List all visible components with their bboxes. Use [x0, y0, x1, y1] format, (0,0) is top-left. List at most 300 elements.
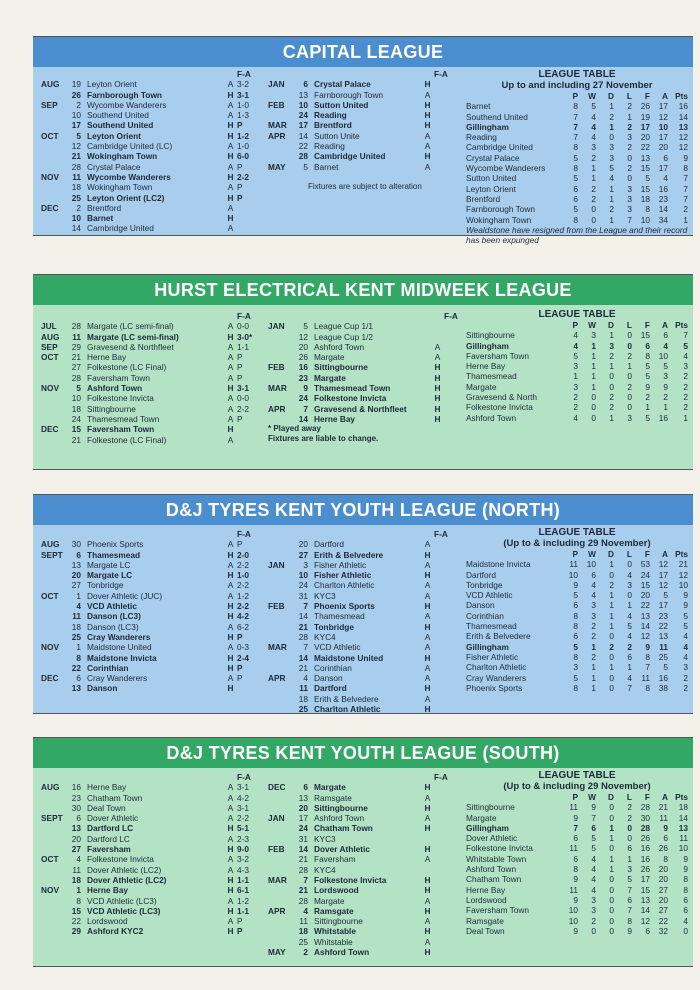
fixture-row	[41, 110, 261, 120]
spacer	[314, 772, 434, 782]
fixture-day: 23	[298, 372, 308, 383]
fixture-venue: H	[424, 652, 431, 663]
fixture-venue: H	[424, 782, 431, 793]
fixture-score: 1-1	[237, 874, 249, 885]
stat-value: 9	[683, 152, 688, 163]
fixture-opponent: Sittingbourne	[314, 802, 368, 813]
stat-value: 2	[591, 152, 596, 163]
fixture-month: MAR	[268, 120, 287, 131]
fixture-day: 18	[71, 874, 81, 885]
fixture-row	[268, 622, 458, 632]
stat-value: 4	[591, 111, 596, 122]
fixture-month	[268, 704, 296, 714]
fixture-day: 13	[298, 89, 308, 100]
fixture-row	[41, 414, 261, 424]
team-name: Brentford	[466, 193, 501, 204]
league-table-row	[466, 371, 688, 381]
stat-value: 5	[573, 672, 578, 683]
fixture-venue: A	[424, 854, 431, 865]
fixture-venue: A	[227, 79, 234, 90]
stat-value: 4	[627, 610, 632, 621]
stat-value: 5	[591, 843, 596, 854]
fixture-venue: A	[227, 141, 234, 152]
fixture-month: SEP	[41, 341, 58, 352]
section-title: HURST ELECTRICAL KENT MIDWEEK LEAGUE	[33, 275, 693, 305]
fixture-month	[41, 362, 69, 372]
fixture-row	[268, 110, 458, 120]
stat-value: 3	[627, 183, 632, 194]
fixture-venue: H	[424, 885, 431, 896]
fixture-score	[434, 906, 458, 916]
fixture-venue: A	[227, 621, 234, 632]
stat-value: 7	[627, 214, 632, 225]
fixture-score	[434, 844, 458, 854]
fixture-month	[268, 591, 296, 601]
stat-value: 3	[573, 662, 578, 673]
stat-value: 6	[591, 822, 596, 833]
fixture-venue: H	[227, 601, 234, 612]
fixture-day: 15	[71, 905, 81, 916]
fixture-month: JAN	[268, 813, 285, 824]
fixture-day: 21	[71, 352, 81, 363]
stat-value: 4	[627, 569, 632, 580]
fixture-score	[434, 854, 458, 864]
fixture-day: 6	[303, 79, 308, 90]
fixture-row	[268, 342, 468, 352]
fixture-opponent: Margate (LC semi-final)	[87, 331, 179, 342]
stat-value: 11	[569, 802, 578, 813]
stat-value: 2	[609, 204, 614, 215]
fixtures-note: * Played away	[268, 424, 321, 434]
fixture-day: 27	[71, 844, 81, 855]
stat-value: 4	[591, 132, 596, 143]
team-name: Phoenix Sports	[466, 682, 523, 693]
stat-value: 0	[609, 371, 614, 382]
fixture-month: APR	[268, 905, 286, 916]
league-table-row	[466, 341, 688, 351]
fixture-venue: H	[424, 110, 431, 121]
spacer	[466, 549, 560, 559]
fixture-month	[268, 926, 296, 936]
fixture-day: 13	[71, 683, 81, 694]
fixture-score	[237, 435, 261, 445]
stat-value: 26	[658, 843, 668, 854]
stat-value: 6	[645, 340, 650, 351]
league-table-subtitle: (Up to & including 29 November)	[503, 781, 651, 792]
fixture-venue: A	[424, 895, 431, 906]
fixture-month	[268, 580, 296, 590]
fixture-row	[268, 782, 458, 792]
stat-value: 0	[627, 392, 632, 403]
fixture-day: 2	[303, 947, 308, 958]
fixture-row	[41, 435, 261, 445]
fixture-venue: A	[227, 182, 234, 193]
fixture-score: 2-3	[237, 833, 249, 844]
league-table-row	[466, 905, 688, 915]
stat-value: 4	[663, 173, 668, 184]
fixtures-column-2	[268, 69, 458, 192]
stat-value: 1	[645, 402, 650, 413]
fixture-day: 14	[298, 844, 308, 855]
fixture-score: P	[237, 662, 243, 673]
stat-value: 1	[627, 853, 632, 864]
league-table-row	[466, 122, 688, 132]
fixture-venue: H	[227, 549, 234, 560]
fixture-venue: H	[227, 171, 234, 182]
fixture-venue: H	[434, 383, 441, 394]
stat-value: 10	[586, 559, 596, 570]
fixture-row	[41, 79, 261, 89]
fixture-row	[268, 663, 458, 673]
fixture-month: MAY	[268, 161, 286, 172]
fixture-day: 10	[71, 393, 81, 404]
fixture-month	[41, 663, 69, 673]
fixture-month	[268, 653, 296, 663]
fixture-month	[41, 926, 69, 936]
fixture-month	[41, 601, 69, 611]
stat-value: 4	[683, 350, 688, 361]
fixture-score	[237, 683, 261, 693]
stat-value: 14	[640, 621, 650, 632]
fixture-venue: H	[227, 611, 234, 622]
stat-value: 4	[683, 651, 688, 662]
stat-value: 0	[627, 340, 632, 351]
stat-value: 9	[573, 812, 578, 823]
fixture-opponent: Leyton Orient	[87, 79, 137, 90]
fixture-venue	[421, 865, 434, 875]
stat-value: 1	[609, 600, 614, 611]
stat-value: 34	[658, 214, 668, 225]
stat-value: 1	[591, 163, 596, 174]
fixture-day: 11	[72, 331, 81, 342]
fixture-opponent: Sittingbourne	[314, 916, 363, 927]
stat-value: 27	[658, 884, 668, 895]
stat-value: 8	[683, 884, 688, 895]
stat-value: 11	[659, 641, 668, 652]
fixture-month: FEB	[268, 601, 285, 612]
fixture-row	[41, 782, 261, 792]
fixture-day: 7	[303, 403, 308, 414]
fixture-score: P	[237, 192, 243, 203]
league-table-row	[466, 184, 688, 194]
fixture-score	[434, 580, 458, 590]
team-name: Whitstable Town	[466, 853, 527, 864]
fixture-opponent: Tonbridge	[314, 621, 354, 632]
fixture-opponent: Corinthian	[314, 662, 352, 673]
league-table-header	[466, 91, 688, 101]
stat-value: 8	[645, 204, 650, 215]
fixture-opponent: Gravesend & Northfleet	[314, 403, 407, 414]
fixture-month	[268, 611, 296, 621]
fa-header	[41, 69, 261, 79]
league-table-row	[466, 916, 688, 926]
fixture-row	[268, 673, 458, 683]
fixture-day: 11	[299, 683, 308, 694]
stat-value: 1	[609, 621, 614, 632]
fixture-venue: A	[424, 813, 431, 824]
fixture-month: DEC	[268, 782, 286, 793]
fixture-opponent: Erith & Belvedere	[314, 693, 379, 704]
fixture-day: 25	[71, 192, 81, 203]
fixture-opponent: Wycombe Wanderers	[87, 99, 167, 110]
stat-value: 0	[609, 631, 614, 642]
league-table-row	[466, 330, 688, 340]
league-table-header	[466, 549, 688, 559]
stat-value: 6	[683, 905, 688, 916]
fixture-day: 30	[71, 802, 81, 813]
fixture-month	[268, 393, 296, 403]
fixture-venue: A	[424, 539, 431, 550]
league-table-subtitle: (Up to & including 29 November)	[503, 538, 651, 549]
fixture-day: 1	[76, 590, 81, 601]
fixtures-column-1	[41, 311, 261, 445]
stat-value: 17	[658, 101, 668, 112]
stat-value: 4	[591, 884, 596, 895]
fixture-opponent: Whitstable	[314, 926, 356, 937]
fixture-row	[41, 683, 261, 693]
fixture-score: 3-2	[237, 79, 249, 90]
fixture-day: 15	[71, 424, 81, 435]
fixture-score: 0-0	[237, 393, 249, 404]
fixture-venue: A	[227, 403, 234, 414]
fixture-venue: H	[424, 844, 431, 855]
fixture-row	[41, 834, 261, 844]
column-header: P	[572, 549, 578, 559]
stat-value: 3	[591, 610, 596, 621]
column-header: P	[572, 320, 578, 330]
league-table-note: Wealdstone have resigned from the League and their record has been expunged	[466, 224, 688, 245]
stat-value: 3	[573, 361, 578, 372]
team-name: Folkestone Invicta	[466, 402, 533, 413]
fixture-row	[41, 404, 261, 414]
league-table-subtitle: Up to and including 27 November	[501, 80, 653, 91]
fixture-row	[268, 947, 458, 957]
fixture-month	[41, 162, 69, 172]
league-table-row	[466, 590, 688, 600]
fixture-venue: A	[227, 813, 234, 824]
fixture-day: 13	[298, 792, 308, 803]
fixture-venue: H	[227, 424, 234, 435]
league-table-row	[466, 864, 688, 874]
stat-value: 16	[678, 101, 688, 112]
spacer	[87, 69, 237, 79]
fixture-score: P	[237, 539, 243, 550]
fixture-score: 9-0	[237, 844, 249, 855]
fixture-score: 2-4	[237, 652, 249, 663]
stat-value: 4	[591, 874, 596, 885]
stat-value: 2	[591, 621, 596, 632]
team-name: Maidstone Invicta	[466, 559, 531, 570]
fixture-day: 29	[71, 341, 81, 352]
fixture-score	[434, 100, 458, 110]
stat-value: 53	[640, 559, 650, 570]
fixture-month: AUG	[41, 79, 60, 90]
fixture-day: 21	[298, 885, 308, 896]
fixture-day: 18	[298, 693, 308, 704]
fixture-opponent: Faversham Town	[87, 424, 155, 435]
league-table-row	[466, 885, 688, 895]
stat-value: 2	[683, 204, 688, 215]
fixture-score	[434, 896, 458, 906]
stat-value: 20	[658, 142, 668, 153]
fixture-day: 7	[303, 642, 308, 653]
fixture-venue: A	[424, 916, 431, 927]
fixture-venue: H	[227, 213, 234, 224]
team-name: Reading	[466, 132, 497, 143]
fixture-opponent: Ashford KYC2	[87, 926, 144, 937]
stat-value: 16	[658, 672, 668, 683]
fixture-day: 8	[76, 652, 81, 663]
fixture-opponent: Sutton United	[314, 99, 369, 110]
fixture-row	[41, 373, 261, 383]
fixture-row	[268, 683, 458, 693]
stat-value: 6	[627, 843, 632, 854]
stat-value: 13	[640, 610, 650, 621]
stat-value: 2	[627, 802, 632, 813]
fixture-month	[268, 683, 296, 693]
fixture-row	[268, 642, 458, 652]
fixture-venue: H	[227, 120, 234, 131]
stat-value: 9	[683, 864, 688, 875]
fixture-row	[41, 223, 261, 233]
fixture-row	[268, 352, 468, 362]
fixture-opponent: Folkestone Invicta	[314, 874, 387, 885]
stat-value: 7	[683, 173, 688, 184]
fixture-venue: A	[227, 99, 234, 110]
fixture-day: 24	[298, 580, 308, 591]
fixture-opponent: Sutton Unite	[314, 130, 360, 141]
fixture-row	[268, 916, 458, 926]
stat-value: 0	[591, 214, 596, 225]
stat-value: 3	[663, 371, 668, 382]
fixture-day: 10	[298, 99, 308, 110]
fixture-month	[268, 896, 296, 906]
stat-value: 15	[640, 183, 650, 194]
fixture-row	[268, 885, 458, 895]
stat-value: 0	[609, 569, 614, 580]
fixture-month	[268, 414, 296, 424]
fixture-score: 6-2	[237, 621, 249, 632]
fixture-row	[268, 896, 458, 906]
fixture-month	[41, 141, 69, 151]
stat-value: 7	[683, 183, 688, 194]
stat-value: 0	[609, 894, 614, 905]
section-title: CAPITAL LEAGUE	[33, 37, 693, 67]
fixture-opponent: VCD Athletic	[314, 642, 361, 653]
stat-value: 1	[609, 412, 614, 423]
fixture-score	[434, 694, 458, 704]
fixture-row	[268, 937, 458, 947]
column-header: L	[626, 549, 632, 559]
fixture-score	[444, 414, 468, 424]
stat-value: 5	[663, 590, 668, 601]
stat-value: 2	[683, 381, 688, 392]
fixture-day: 31	[298, 833, 308, 844]
fixture-day: 28	[298, 631, 308, 642]
column-header: P	[572, 91, 578, 101]
fixture-opponent: Herne Bay	[87, 352, 127, 363]
fixture-month	[41, 414, 69, 424]
stat-value: 19	[640, 111, 650, 122]
stat-value: 22	[658, 915, 668, 926]
fixture-month	[268, 803, 296, 813]
league-table	[466, 69, 688, 245]
fixture-opponent: Fisher Athletic	[314, 559, 367, 570]
stat-value: 1	[591, 350, 596, 361]
fixture-month	[41, 120, 69, 130]
fixture-score: 2-2	[237, 403, 249, 414]
team-name: Sutton United	[466, 173, 517, 184]
fixture-score	[434, 560, 458, 570]
stat-value: 2	[609, 392, 614, 403]
stat-value: 5	[609, 163, 614, 174]
fa-header	[41, 529, 261, 539]
spacer	[41, 69, 69, 79]
league-table-row	[466, 361, 688, 371]
fixture-venue: A	[424, 130, 431, 141]
stat-value: 2	[627, 101, 632, 112]
fa-header	[41, 311, 261, 321]
team-name: Erith & Belvedere	[466, 631, 531, 642]
fixture-score	[434, 653, 458, 663]
fixture-opponent: Reading	[314, 110, 347, 121]
league-table-row	[466, 652, 688, 662]
fixture-row	[41, 844, 261, 854]
fixtures-column-2	[268, 311, 468, 444]
fixture-opponent: Danson	[314, 673, 343, 684]
team-name: Tonbridge	[466, 579, 503, 590]
stat-value: 28	[640, 802, 650, 813]
stat-value: 16	[640, 853, 650, 864]
stat-value: 20	[640, 590, 650, 601]
stat-value: 0	[627, 559, 632, 570]
fixture-opponent: VCD Athletic	[87, 601, 137, 612]
stat-value: 8	[627, 915, 632, 926]
stat-value: 5	[683, 340, 688, 351]
fixture-row	[41, 926, 261, 936]
fixture-month	[268, 834, 296, 844]
fixture-score: 4-3	[237, 864, 249, 875]
stat-value: 8	[573, 214, 578, 225]
stat-value: 9	[645, 641, 650, 652]
team-name: VCD Athletic	[466, 590, 513, 601]
fixture-opponent: Sittingbourne	[314, 362, 368, 373]
stat-value: 0	[627, 402, 632, 413]
fixture-month	[268, 342, 296, 352]
fixture-row	[41, 916, 261, 926]
stat-value: 2	[573, 402, 578, 413]
fixture-row	[268, 834, 458, 844]
stat-value: 8	[573, 101, 578, 112]
stat-value: 20	[658, 874, 668, 885]
stat-value: 17	[640, 121, 650, 132]
fixture-score	[434, 865, 458, 875]
stat-value: 1	[609, 864, 614, 875]
team-name: Ramsgate	[466, 915, 504, 926]
fixture-day: 18	[298, 926, 308, 937]
fixture-month: FEB	[268, 362, 285, 373]
fixture-opponent: Cambridge United (LC)	[87, 141, 173, 152]
fixture-opponent: Margate	[314, 372, 346, 383]
fixture-opponent: Cambridge United	[87, 223, 154, 234]
fixture-score: 2-2	[237, 171, 249, 182]
fixture-row	[41, 854, 261, 864]
stat-value: 9	[573, 579, 578, 590]
fixture-score: P	[237, 916, 243, 927]
fixture-opponent: Wycombe Wanderers	[87, 171, 171, 182]
fixture-row	[41, 885, 261, 895]
league-table-row	[466, 413, 688, 423]
